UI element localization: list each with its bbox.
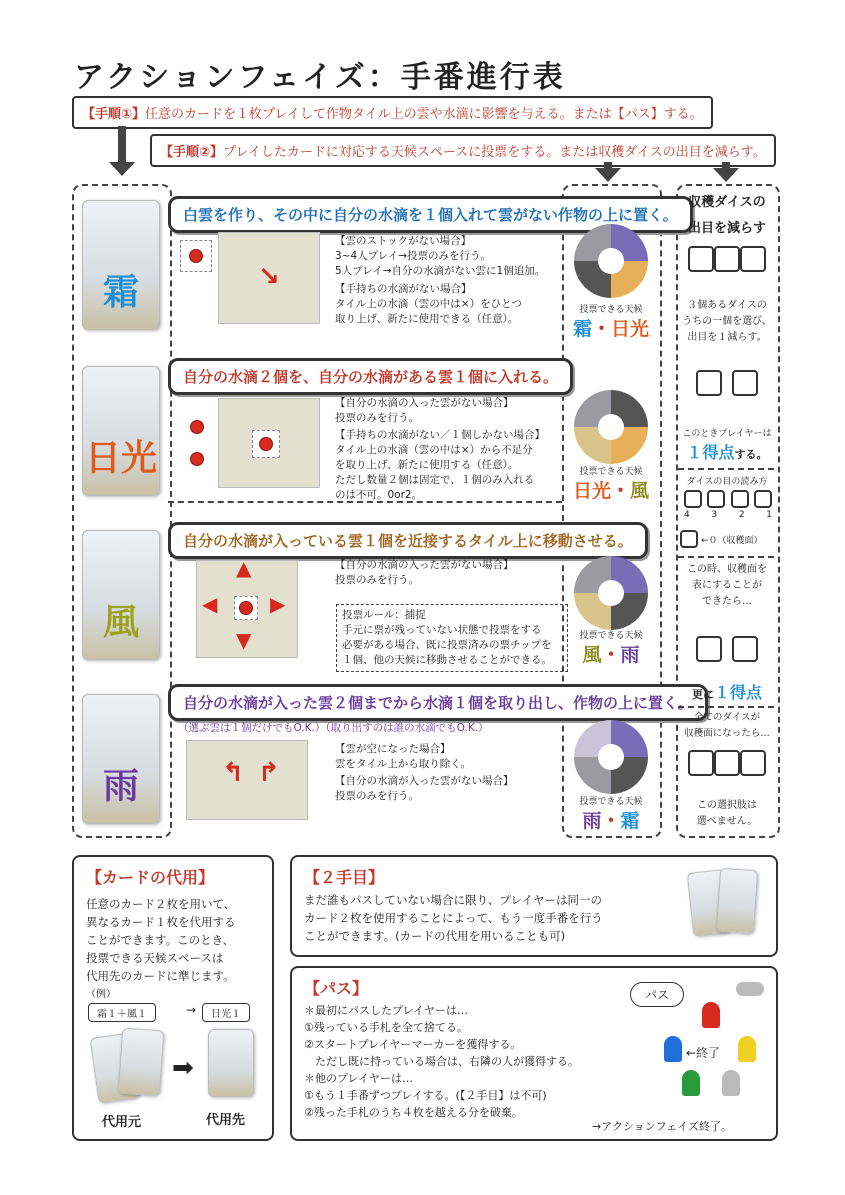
drop-icon bbox=[190, 420, 204, 434]
vote-a: 霜 bbox=[572, 318, 592, 340]
dice-text-2: このときプレイヤーは bbox=[682, 429, 772, 439]
die-icon bbox=[688, 750, 714, 776]
wind-card-image bbox=[118, 1028, 165, 1097]
substitute-example-label: （例） bbox=[86, 989, 116, 1000]
dice-score-suffix: する。 bbox=[734, 448, 768, 461]
second-turn-heading: 【２手目】 bbox=[304, 868, 385, 887]
vote-label: 投票できる天候 bbox=[579, 797, 643, 807]
move-arrow-icon: ↰ bbox=[222, 758, 244, 788]
die-icon bbox=[696, 370, 722, 396]
dice-reduce-image bbox=[684, 370, 770, 400]
die-icon bbox=[732, 636, 758, 662]
dice-bonus-prefix: 更に bbox=[691, 688, 714, 701]
cloud-icon bbox=[736, 982, 764, 996]
vote-sep: ・ bbox=[601, 810, 621, 832]
face-num: 3 bbox=[711, 510, 718, 520]
row3-note-1: 【自分の水滴の入った雲がない場合】 投票のみを行う。 bbox=[335, 559, 514, 586]
arrow-stem-left bbox=[118, 126, 126, 162]
vote-label: 投票できる天候 bbox=[579, 305, 643, 315]
arrow-left-icon: ◀ bbox=[202, 592, 218, 616]
step2-label: 【手順②】 bbox=[160, 145, 224, 160]
move-arrow-icon: ↱ bbox=[258, 758, 280, 788]
arrow-down-icon bbox=[713, 168, 739, 182]
vote-sep: ・ bbox=[591, 318, 611, 340]
substitute-heading: 【カードの代用】 bbox=[86, 868, 215, 887]
vote-b: 日光 bbox=[611, 318, 650, 340]
arrow-up-icon: ▲ bbox=[236, 556, 252, 580]
face-num: 4 bbox=[684, 510, 690, 520]
die-icon bbox=[740, 246, 766, 272]
card-image bbox=[716, 868, 758, 934]
wind-card-label: 風 bbox=[102, 602, 139, 643]
vote-a: 風 bbox=[582, 644, 602, 666]
arrow-down-icon bbox=[595, 168, 621, 182]
die-icon bbox=[707, 490, 725, 508]
face-num: 2 bbox=[738, 510, 745, 520]
dice-face-numbers bbox=[684, 510, 772, 520]
vote-pair bbox=[556, 476, 666, 503]
pass-heading: 【パス】 bbox=[304, 979, 369, 998]
pass-end-label: ←終了 bbox=[686, 1046, 721, 1060]
dice-score-line bbox=[680, 440, 774, 463]
vote-a: 日光 bbox=[572, 480, 611, 502]
dice-bonus-line bbox=[680, 680, 774, 703]
yellow-pawn-icon bbox=[738, 1036, 756, 1062]
dice-image bbox=[684, 246, 770, 286]
second-turn-text: まだ誰もパスしていない場合に限り、プレイヤーは同一の カード２枚を使用することによって、もう一度手番を行う ことができます。(カードの代用を用いることも可) bbox=[304, 893, 603, 943]
row2-banner: 自分の水滴２個を、自分の水滴がある雲１個に入れる。 bbox=[168, 358, 573, 395]
page-title: アクションフェイズ：手番進行表 bbox=[74, 60, 566, 95]
vote-sep: ・ bbox=[610, 480, 630, 502]
weather-wheel-icon bbox=[574, 224, 648, 298]
dice-harvest-image bbox=[684, 636, 770, 666]
arrow-down-icon: ▼ bbox=[236, 628, 252, 652]
step1-label: 【手順①】 bbox=[82, 107, 146, 122]
vote-pair bbox=[556, 806, 666, 833]
step2-bar bbox=[150, 134, 776, 167]
arrow-right-icon: ▶ bbox=[270, 592, 286, 616]
sun-card-image bbox=[208, 1029, 254, 1097]
sun-card-label: 日光 bbox=[84, 438, 157, 479]
vote-b: 雨 bbox=[620, 644, 640, 666]
rain-card-label: 雨 bbox=[102, 766, 139, 807]
die-icon bbox=[684, 490, 702, 508]
step1-bar bbox=[72, 96, 713, 129]
frost-card bbox=[82, 200, 160, 330]
substitute-to-caption: 代用先 bbox=[206, 1113, 246, 1128]
die-icon bbox=[754, 490, 772, 508]
substitute-text: 任意のカード２枚を用いて、 異なるカード１枚を代用する ことができます。このとき、 投票できる天候スペースは 代用先のカードに準じます。 bbox=[86, 897, 236, 983]
dice-zero-label: ←０（収穫面） bbox=[701, 535, 763, 546]
pass-text: ＊最初にパスしたプレイヤーは… ①残っている手札を全て捨てる。 ②スタートプレイヤーマーカーを獲得する。 ただし既に持っている場合は、右隣の人が獲得する。 ＊他のプレイヤーは… ①もう１手番ずつプレイする。(【２手目】は不可) ②残った手札のうち４枚を越える分を破棄。 bbox=[304, 1004, 579, 1119]
second-turn-box bbox=[290, 855, 778, 957]
vote-a: 雨 bbox=[582, 810, 602, 832]
die-icon bbox=[740, 750, 766, 776]
cloud-icon bbox=[180, 240, 212, 272]
green-pawn-icon bbox=[682, 1070, 700, 1096]
frost-card-label: 霜 bbox=[102, 272, 139, 313]
dice-text-1: ３個あるダイスの うちの一個を選び、 出目を１減らす。 bbox=[682, 300, 772, 343]
divider bbox=[678, 556, 774, 558]
dice-text-4: 全てのダイスが 収穫面になったら… bbox=[684, 712, 770, 739]
divider bbox=[678, 468, 774, 470]
row2-note-1: 【自分の水滴の入った雲がない場合】 投票のみを行う。 bbox=[335, 397, 514, 424]
die-icon bbox=[688, 246, 714, 272]
die-icon bbox=[714, 750, 740, 776]
vote-label: 投票できる天候 bbox=[579, 631, 643, 641]
row3-banner: 自分の水滴が入っている雲１個を近接するタイル上に移動させる。 bbox=[168, 522, 648, 559]
dice-heading: 収穫ダイスの 出目を減らす bbox=[687, 195, 766, 236]
pass-bubble: パス bbox=[630, 982, 684, 1007]
step2-text: プレイしたカードに対応する天候スペースに投票をする。または収穫ダイスの出目を減らす。 bbox=[223, 145, 766, 160]
dice-bonus-score: １得点 bbox=[713, 683, 762, 702]
row3-note-2: 投票ルール：捕捉 手元に票が残っていない状態で投票をする 必要がある場合、既に投票済みの票チップを １個、他の天候に移動させることができる。 bbox=[336, 604, 568, 672]
pass-footer: →アクションフェイズ終了。 bbox=[592, 1120, 733, 1133]
vote-label: 投票できる天候 bbox=[579, 467, 643, 477]
row4-banner: 自分の水滴が入った雲２個までから水滴１個を取り出し、作物の上に置く。 bbox=[168, 684, 708, 721]
row2-note-2: 【手持ちの水滴がない／１個しかない場合】 タイル上の水滴（雲の中は×）から不足分 を取り上げ、新たに使用する（任意）。 ただし数量２個は固定で、１個のみ入れる のは不可。0or2。 bbox=[335, 429, 545, 501]
vote-b: 霜 bbox=[620, 810, 640, 832]
row4-subnote: （選ぶ雲は１個だけでもO.K.）（取り出すのは誰の水滴でもO.K.） bbox=[178, 722, 489, 734]
drop-icon bbox=[190, 452, 204, 466]
weather-wheel-icon bbox=[574, 720, 648, 794]
crop-tiles-image bbox=[186, 740, 308, 820]
row1-note-1: 【雲のストックがない場合】 3~4人プレイ→投票のみを行う。 5人プレイ→自分の水滴がない雲に1個追加。 bbox=[335, 235, 546, 277]
move-arrow-icon: ↘ bbox=[258, 262, 280, 292]
divider bbox=[678, 706, 774, 708]
blue-pawn-icon bbox=[664, 1036, 682, 1062]
weather-wheel-icon bbox=[574, 390, 648, 464]
pass-box bbox=[290, 966, 778, 1141]
vote-b: 風 bbox=[630, 480, 650, 502]
dice-text-3: この時、収穫面を 表にすることが できたら… bbox=[687, 564, 767, 607]
substitute-from-caption: 代用元 bbox=[102, 1115, 142, 1130]
row1-note-2: 【手持ちの水滴がない場合】 タイル上の水滴（雲の中は×）をひとつ 取り上げ、新たに使用できる（任意）。 bbox=[335, 283, 522, 325]
dice-read-heading: ダイスの目の読み方 bbox=[686, 477, 768, 487]
row4-note-2: 【自分の水滴が入った雲がない場合】 投票のみを行う。 bbox=[335, 775, 514, 802]
die-icon bbox=[680, 530, 698, 548]
gray-pawn-icon bbox=[722, 1070, 740, 1096]
vote-pair bbox=[556, 640, 666, 667]
vote-sep: ・ bbox=[601, 644, 621, 666]
step1-text: 任意のカードを１枚プレイして作物タイル上の雲や水滴に影響を与える。または【パス】する。 bbox=[145, 107, 703, 122]
sun-card bbox=[82, 366, 160, 496]
cloud-icon bbox=[234, 596, 258, 620]
substitute-from: 霜１＋風１ bbox=[88, 1003, 156, 1022]
weather-wheel-icon bbox=[574, 556, 648, 630]
die-icon bbox=[732, 370, 758, 396]
substitute-arrow: → bbox=[186, 1003, 197, 1017]
dice-zero-row bbox=[680, 530, 774, 548]
row1-banner: 白雲を作り、その中に自分の水滴を１個入れて雲がない作物の上に置く。 bbox=[168, 196, 693, 233]
die-icon bbox=[731, 490, 749, 508]
red-pawn-icon bbox=[702, 1002, 720, 1028]
row4-note-1: 【雲が空になった場合】 雲をタイル上から取り除く。 bbox=[335, 743, 472, 770]
face-num: 1 bbox=[766, 510, 772, 520]
dice-all-harvest-image bbox=[684, 750, 770, 780]
cloud-icon bbox=[252, 430, 280, 458]
wind-card bbox=[82, 530, 160, 660]
substitute-box bbox=[72, 855, 274, 1141]
right-arrow-icon: ➡ bbox=[172, 1053, 194, 1083]
dice-text-5: この選択肢は 選べません。 bbox=[696, 800, 758, 827]
dice-faces bbox=[684, 490, 772, 508]
rain-card bbox=[82, 694, 160, 824]
vote-pair bbox=[556, 314, 666, 341]
die-icon bbox=[696, 636, 722, 662]
substitute-to: 日光１ bbox=[202, 1003, 250, 1022]
die-icon bbox=[714, 246, 740, 272]
arrow-down-icon bbox=[109, 162, 135, 176]
dice-score: １得点 bbox=[686, 443, 735, 462]
